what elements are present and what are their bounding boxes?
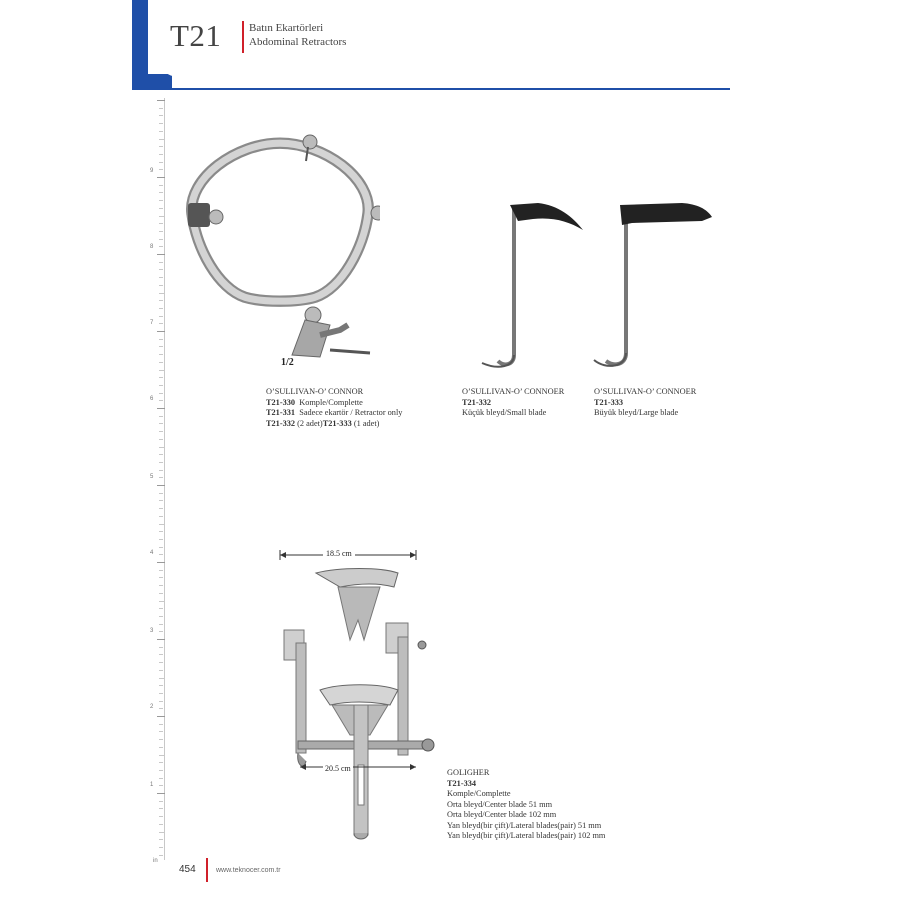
ruler-tick [159, 362, 163, 363]
product-desc: Komple/Complette [447, 789, 511, 798]
ruler-tick [159, 323, 163, 324]
ruler-tick [159, 539, 163, 540]
ruler-tick [157, 331, 165, 332]
product-desc: Sadece ekartör / Retractor only [299, 408, 403, 417]
ruler-tick [159, 839, 163, 840]
product-code: T21-332 [266, 418, 296, 428]
ruler-tick [159, 316, 163, 317]
ruler-tick [159, 554, 163, 555]
page-number: 454 [179, 864, 196, 875]
ruler-label: 1 [150, 782, 154, 788]
ruler-tick [159, 393, 163, 394]
ruler-tick [159, 131, 163, 132]
ruler-label: 6 [150, 396, 154, 402]
ruler-tick [159, 277, 163, 278]
ruler-tick [159, 423, 163, 424]
ruler-tick [159, 431, 163, 432]
ruler-tick [159, 377, 163, 378]
ring-caption [266, 387, 402, 429]
product-name: O’SULLIVAN-O’ CONNOER [462, 387, 565, 396]
ruler-label: 2 [150, 704, 154, 710]
ruler-tick [159, 724, 163, 725]
ruler-tick [159, 262, 163, 263]
header-separator [242, 21, 244, 53]
ruler-label: 9 [150, 168, 154, 174]
dimension-label-bottom: 20.5 cm [325, 764, 351, 773]
ruler-tick [159, 477, 163, 478]
product-code: T21-331 [266, 408, 296, 417]
ruler-tick [159, 216, 165, 217]
ruler-tick [159, 146, 163, 147]
large-blade-image [592, 195, 717, 370]
ruler-label: 4 [150, 550, 154, 556]
ruler-tick [159, 631, 163, 632]
ruler-tick [159, 246, 163, 247]
product-desc: Komple/Complette [299, 397, 363, 407]
ruler-tick [159, 416, 163, 417]
ruler-tick [159, 762, 163, 763]
ruler-tick [159, 577, 163, 578]
ruler-tick [159, 778, 163, 779]
ruler [164, 98, 165, 860]
ruler-tick [159, 824, 163, 825]
ruler-tick [157, 485, 165, 486]
ruler-tick [159, 346, 163, 347]
ruler-label: 7 [150, 320, 154, 326]
ruler-tick [159, 755, 165, 756]
header-rule [132, 88, 730, 90]
ruler-tick [159, 670, 163, 671]
product-code: T21-333 [594, 397, 624, 407]
product-code: T21-332 [462, 397, 492, 407]
product-code: T21-334 [447, 778, 477, 788]
ruler-tick [159, 547, 163, 548]
ruler-tick [159, 169, 163, 170]
scale-label: 1/2 [281, 357, 294, 368]
product-desc: Küçük bleyd/Small blade [462, 408, 547, 417]
goligher-caption [447, 768, 605, 842]
ruler-tick [157, 408, 165, 409]
ruler-tick [157, 562, 165, 563]
ruler-tick [159, 847, 163, 848]
ruler-tick [159, 470, 163, 471]
product-name: GOLIGHER [447, 768, 490, 777]
ruler-tick [159, 731, 163, 732]
product-desc: (2 adet) [297, 418, 323, 428]
ruler-tick [159, 239, 163, 240]
product-desc: Yan bleyd(bir çift)/Lateral blades(pair) 102 mm [447, 831, 606, 840]
ruler-tick [159, 608, 163, 609]
ruler-tick [159, 139, 165, 140]
product-name: O’SULLIVAN-O’ CONNOER [594, 387, 697, 396]
ruler-tick [159, 747, 163, 748]
ruler-tick [159, 162, 163, 163]
ruler-tick [159, 508, 163, 509]
ruler-tick [159, 808, 163, 809]
large-blade-caption [594, 387, 696, 419]
ruler-tick [159, 678, 165, 679]
ruler-tick [159, 285, 163, 286]
ruler-tick [159, 308, 163, 309]
ruler-tick [159, 624, 163, 625]
ruler-tick [157, 639, 165, 640]
ruler-tick [159, 832, 165, 833]
product-code: T21-330 [266, 397, 296, 407]
ruler-tick [159, 770, 163, 771]
ruler-tick [159, 693, 163, 694]
ruler-tick [159, 570, 163, 571]
ruler-tick [159, 785, 163, 786]
ruler-tick [159, 462, 163, 463]
dimension-arrow-bottom [298, 760, 418, 774]
product-desc: Orta bleyd/Center blade 102 mm [447, 810, 557, 819]
goligher-retractor-image [270, 565, 440, 845]
ruler-tick [159, 855, 163, 856]
ruler-tick [159, 701, 163, 702]
ruler-tick [159, 601, 165, 602]
ruler-tick [159, 115, 163, 116]
ruler-tick [159, 500, 163, 501]
section-title-en: Abdominal Retractors [249, 36, 347, 48]
small-blade-caption [462, 387, 564, 419]
ruler-tick [159, 616, 163, 617]
ruler-tick [159, 524, 165, 525]
ruler-tick [159, 123, 163, 124]
ruler-tick [159, 223, 163, 224]
ruler-tick [159, 493, 163, 494]
ruler-label: 5 [150, 474, 154, 480]
ruler-tick [159, 108, 163, 109]
ruler-tick [157, 716, 165, 717]
ruler-unit: in [153, 858, 158, 864]
ruler-tick [159, 354, 163, 355]
product-name: O’SULLIVAN-O’ CONNOR [266, 387, 364, 396]
ruler-tick [159, 654, 163, 655]
ruler-tick [159, 816, 163, 817]
ruler-tick [157, 793, 165, 794]
ruler-tick [157, 177, 165, 178]
footer-separator [206, 858, 208, 882]
ruler-tick [159, 154, 163, 155]
ruler-tick [159, 185, 163, 186]
ruler-tick [159, 685, 163, 686]
ruler-tick [159, 200, 163, 201]
ruler-tick [159, 593, 163, 594]
ruler-label: 8 [150, 244, 154, 250]
small-blade-image [478, 195, 588, 370]
ruler-tick [159, 208, 163, 209]
ruler-tick [159, 739, 163, 740]
ruler-tick [159, 708, 163, 709]
ruler-tick [159, 439, 163, 440]
ruler-tick [159, 585, 163, 586]
ruler-tick [159, 400, 163, 401]
ruler-tick [159, 662, 163, 663]
osullivan-ring-retractor-image [180, 125, 380, 375]
product-desc: (1 adet) [353, 418, 380, 428]
product-desc: Orta bleyd/Center blade 51 mm [447, 799, 553, 809]
ruler-tick [159, 339, 163, 340]
section-code: T21 [170, 18, 222, 53]
product-desc: Büyük bleyd/Large blade [594, 408, 679, 417]
ruler-tick [159, 370, 165, 371]
website-link[interactable]: www.teknocer.com.tr [216, 867, 281, 874]
ruler-tick [159, 647, 163, 648]
ruler-tick [159, 531, 163, 532]
ruler-label: 3 [150, 628, 154, 634]
product-code: T21-333 [322, 418, 352, 428]
product-desc: Yan bleyd(bir çift)/Lateral blades(pair) 51 mm [447, 820, 602, 830]
section-title-tr: Batın Ekartörleri [249, 22, 324, 34]
ruler-tick [159, 801, 163, 802]
ruler-tick [159, 293, 165, 294]
dimension-label-top: 18.5 cm [323, 549, 355, 558]
ruler-tick [159, 300, 163, 301]
ruler-tick [157, 254, 165, 255]
ruler-tick [159, 385, 163, 386]
ruler-tick [159, 192, 163, 193]
ruler-tick [159, 269, 163, 270]
ruler-tick [157, 100, 165, 101]
ruler-tick [159, 516, 163, 517]
ruler-tick [159, 454, 163, 455]
ruler-tick [159, 447, 165, 448]
ruler-tick [159, 231, 163, 232]
